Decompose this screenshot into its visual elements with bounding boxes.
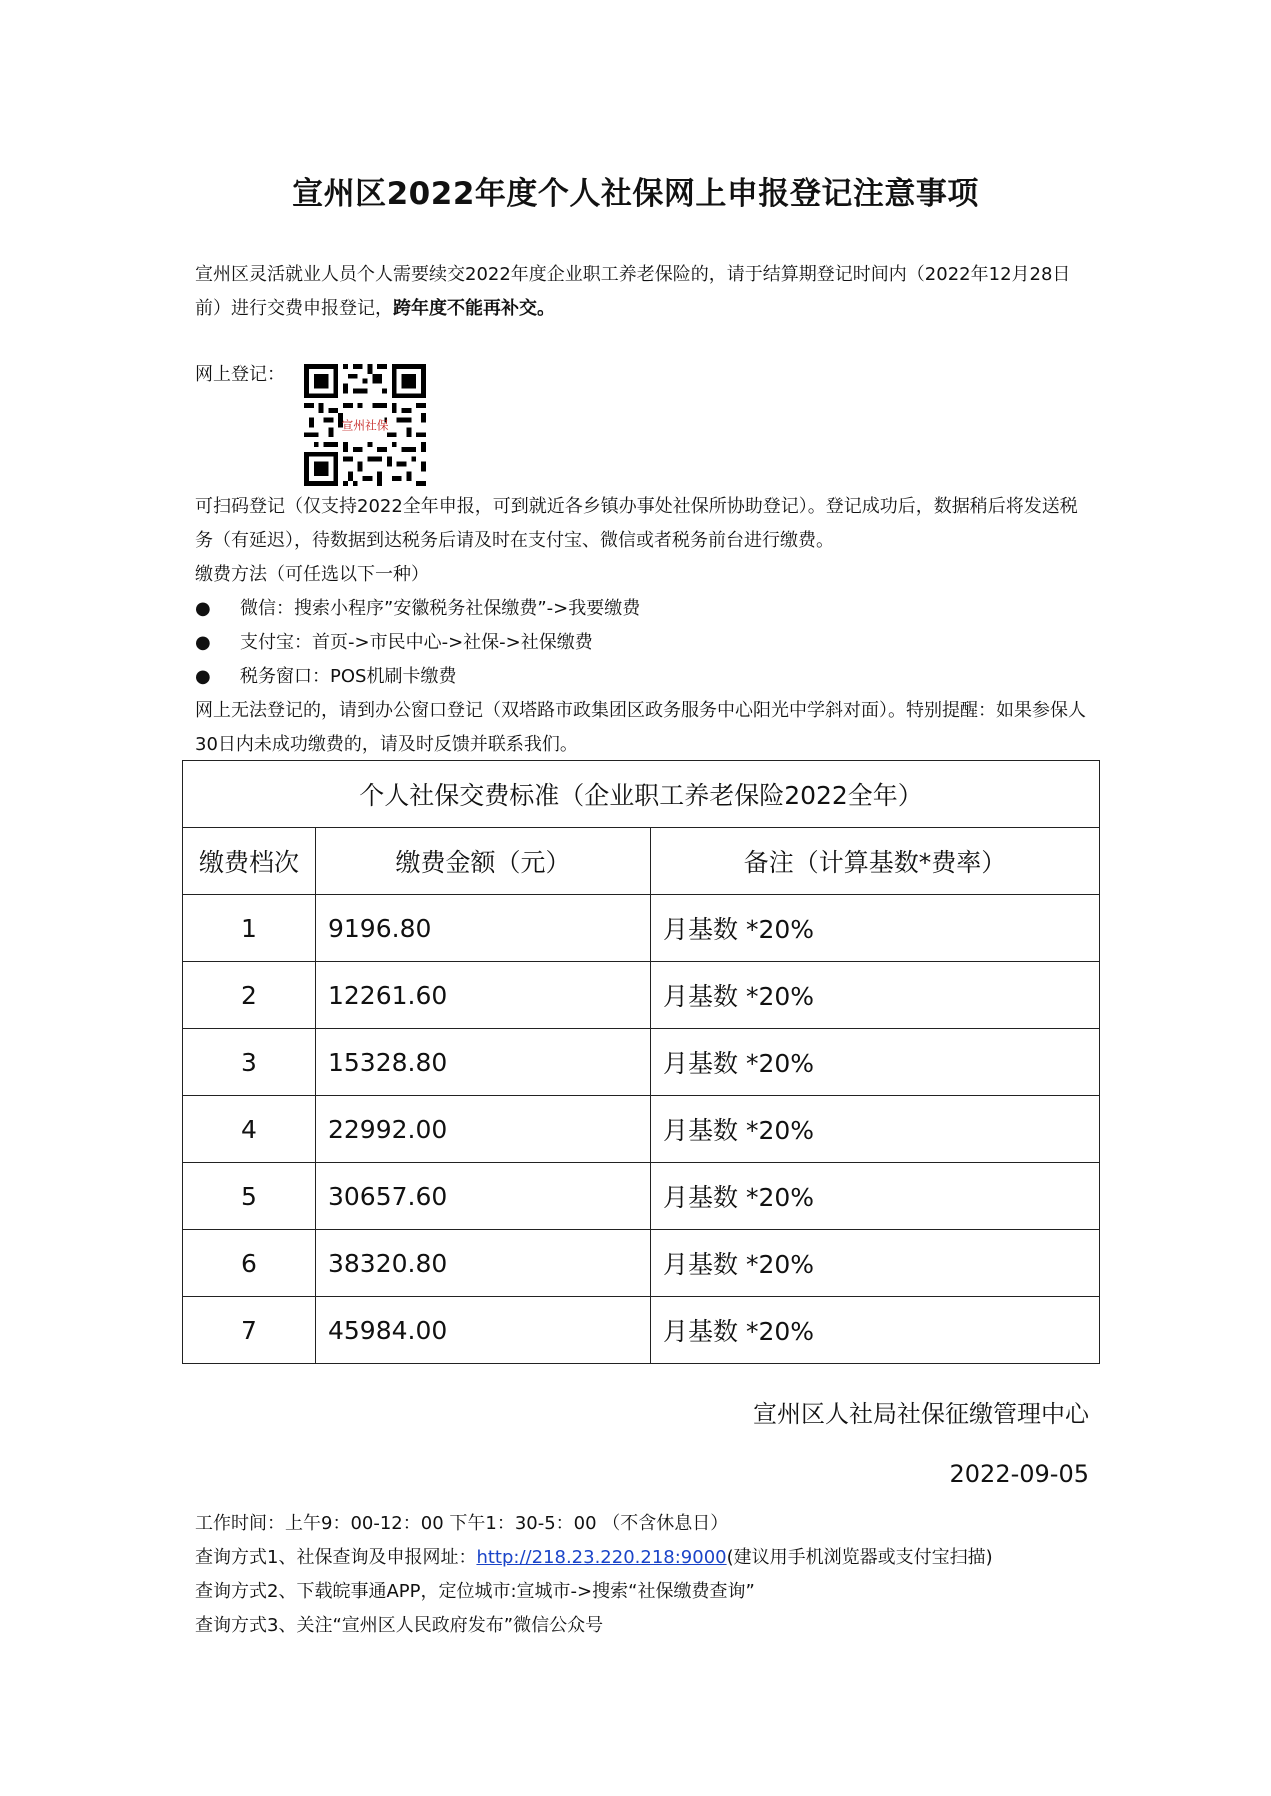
cell-amount: 45984.00 bbox=[316, 1297, 651, 1364]
qr-logo-text: 宣州社保 bbox=[341, 418, 389, 433]
intro-paragraph bbox=[195, 258, 1090, 326]
offline-registration-text: 网上无法登记的，请到办公窗口登记（双塔路市政集团区政务服务中心阳光中学斜对面）。特别提醒：如果参保人30日内未成功缴费的，请及时反馈并联系我们。 bbox=[195, 700, 1086, 755]
working-hours: 工作时间：上午9：00-12：00 下午1：30-5：00 （不含休息日） bbox=[195, 1513, 729, 1534]
qr-code[interactable] bbox=[304, 364, 426, 486]
cell-note: 月基数 *20% bbox=[651, 1230, 1100, 1297]
table-caption-row bbox=[183, 761, 1100, 828]
bullet-icon: ● bbox=[195, 666, 211, 687]
page-title: 宣州区2022年度个人社保网上申报登记注意事项 bbox=[292, 176, 979, 212]
cell-amount: 15328.80 bbox=[316, 1029, 651, 1096]
cell-level: 4 bbox=[183, 1096, 316, 1163]
table-row bbox=[183, 895, 1100, 962]
cell-note: 月基数 *20% bbox=[651, 1096, 1100, 1163]
table-row bbox=[183, 1096, 1100, 1163]
bullet-icon: ● bbox=[195, 632, 211, 653]
query1-label: 查询方式1、社保查询及申报网址： bbox=[195, 1547, 477, 1568]
header-note: 备注（计算基数*费率） bbox=[651, 828, 1100, 895]
cell-note: 月基数 *20% bbox=[651, 1163, 1100, 1230]
issue-date: 2022-09-05 bbox=[949, 1460, 1089, 1488]
cell-amount: 12261.60 bbox=[316, 962, 651, 1029]
query1-hint: (建议用手机浏览器或支付宝扫描) bbox=[726, 1547, 993, 1568]
cell-level: 3 bbox=[183, 1029, 316, 1096]
cell-level: 1 bbox=[183, 895, 316, 962]
online-registration-label: 网上登记： bbox=[195, 364, 285, 385]
query-method-1 bbox=[195, 1543, 993, 1569]
table-row bbox=[183, 1297, 1100, 1364]
intro-text: 宣州区灵活就业人员个人需要续交2022年度企业职工养老保险的，请于结算期登记时间内（2022年12月28日前）进行交费申报登记， bbox=[195, 264, 1071, 319]
query-method-3: 查询方式3、关注“宣州区人民政府发布”微信公众号 bbox=[195, 1615, 604, 1636]
table-row bbox=[183, 1029, 1100, 1096]
cell-level: 7 bbox=[183, 1297, 316, 1364]
issuer-signature: 宣州区人社局社保征缴管理中心 bbox=[753, 1400, 1089, 1428]
payment-methods-title: 缴费方法（可任选以下一种） bbox=[195, 564, 429, 585]
cell-level: 6 bbox=[183, 1230, 316, 1297]
scan-instructions: 可扫码登记（仅支持2022全年申报，可到就近各乡镇办事处社保所协助登记）。登记成功后，数据稍后将发送税务（有延迟），待数据到达税务后请及时在支付宝、微信或者税务前台进行缴费。 bbox=[195, 496, 1078, 551]
cell-note: 月基数 *20% bbox=[651, 895, 1100, 962]
cell-amount: 9196.80 bbox=[316, 895, 651, 962]
bullet-icon: ● bbox=[195, 598, 211, 619]
query-website-link[interactable]: http://218.23.220.218:9000 bbox=[476, 1547, 727, 1568]
table-row bbox=[183, 1163, 1100, 1230]
table-row bbox=[183, 1230, 1100, 1297]
query-method-2: 查询方式2、下载皖事通APP，定位城市:宣城市->搜索“社保缴费查询” bbox=[195, 1581, 755, 1602]
cell-amount: 22992.00 bbox=[316, 1096, 651, 1163]
cell-note: 月基数 *20% bbox=[651, 962, 1100, 1029]
cell-level: 2 bbox=[183, 962, 316, 1029]
table-row bbox=[183, 962, 1100, 1029]
cell-note: 月基数 *20% bbox=[651, 1297, 1100, 1364]
header-level: 缴费档次 bbox=[183, 828, 316, 895]
cell-note: 月基数 *20% bbox=[651, 1029, 1100, 1096]
table-caption: 个人社保交费标准（企业职工养老保险2022全年） bbox=[183, 761, 1100, 828]
fee-standard-table bbox=[182, 760, 1100, 1364]
cell-amount: 30657.60 bbox=[316, 1163, 651, 1230]
header-amount: 缴费金额（元） bbox=[316, 828, 651, 895]
cell-level: 5 bbox=[183, 1163, 316, 1230]
table-header-row bbox=[183, 828, 1100, 895]
intro-bold-warning: 跨年度不能再补交。 bbox=[393, 298, 555, 319]
cell-amount: 38320.80 bbox=[316, 1230, 651, 1297]
